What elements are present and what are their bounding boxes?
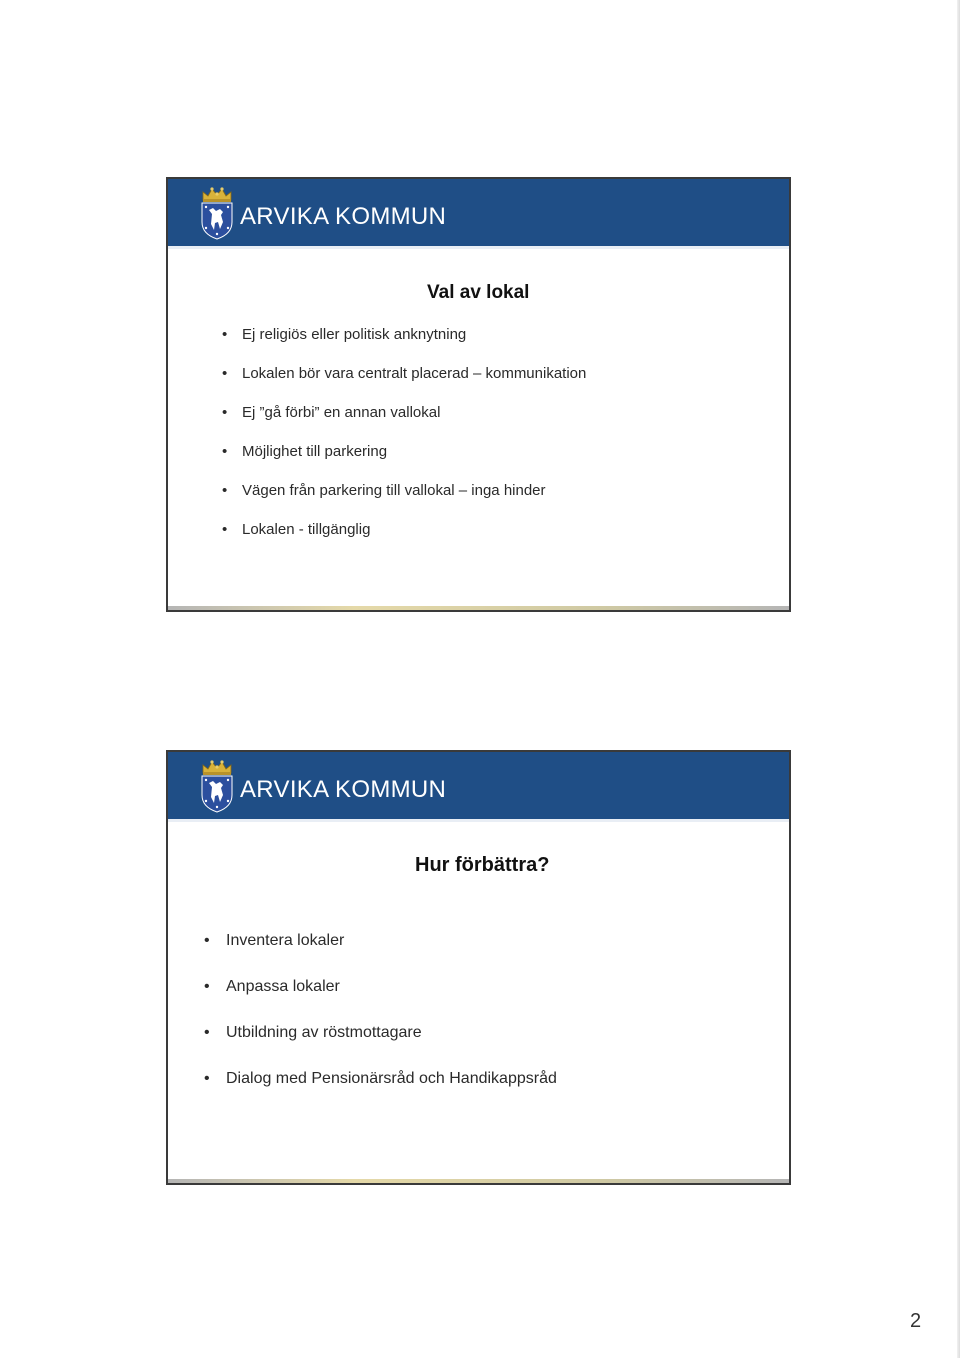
bullet-icon: • [222,521,228,538]
list-item [204,1070,557,1116]
bullet-text: Anpassa lokaler [226,978,340,995]
list-item [204,978,557,1024]
bullet-icon: • [204,932,210,949]
list-item [204,1024,557,1070]
list-item [222,365,586,404]
bullet-text: Ej religiös eller politisk anknytning [242,326,467,343]
bullet-text: Lokalen - tillgänglig [242,521,371,538]
brand-name: ARVIKA KOMMUN [240,203,447,230]
list-item [222,326,586,365]
brand-name: ARVIKA KOMMUN [240,776,447,803]
bullet-text: Inventera lokaler [226,932,345,949]
bullet-icon: • [204,1070,210,1087]
list-item [204,932,557,978]
bullet-text: Möjlighet till parkering [242,443,388,460]
slide-hur-forbattra [166,750,791,1185]
bullet-text: Lokalen bör vara centralt placerad – kommunikation [242,365,587,382]
slide-title: Val av lokal [427,282,530,303]
bullet-icon: • [204,1024,210,1041]
bullet-text: Dialog med Pensionärsråd och Handikappsråd [226,1070,557,1087]
bullet-icon: • [222,326,228,343]
coat-of-arms-logo [197,757,237,813]
slide-footer-line [168,606,789,610]
slide-title: Hur förbättra? [415,854,550,876]
bullet-text: Ej ”gå förbi” en annan vallokal [242,404,441,421]
bullet-icon: • [222,404,228,421]
bullet-icon: • [204,978,210,995]
slide-header [168,179,789,249]
coat-of-arms-logo [197,184,237,240]
bullet-list [204,932,557,1116]
list-item [222,521,586,560]
slide-val-av-lokal [166,177,791,612]
slide-footer-line [168,1179,789,1183]
slide-header [168,752,789,822]
list-item [222,443,586,482]
bullet-icon: • [222,482,228,499]
bullet-text: Vägen från parkering till vallokal – inga hinder [242,482,546,499]
bullet-icon: • [222,443,228,460]
bullet-list [222,326,586,560]
page-number: 2 [910,1310,922,1332]
list-item [222,482,586,521]
bullet-text: Utbildning av röstmottagare [226,1024,422,1041]
bullet-icon: • [222,365,228,382]
list-item [222,404,586,443]
